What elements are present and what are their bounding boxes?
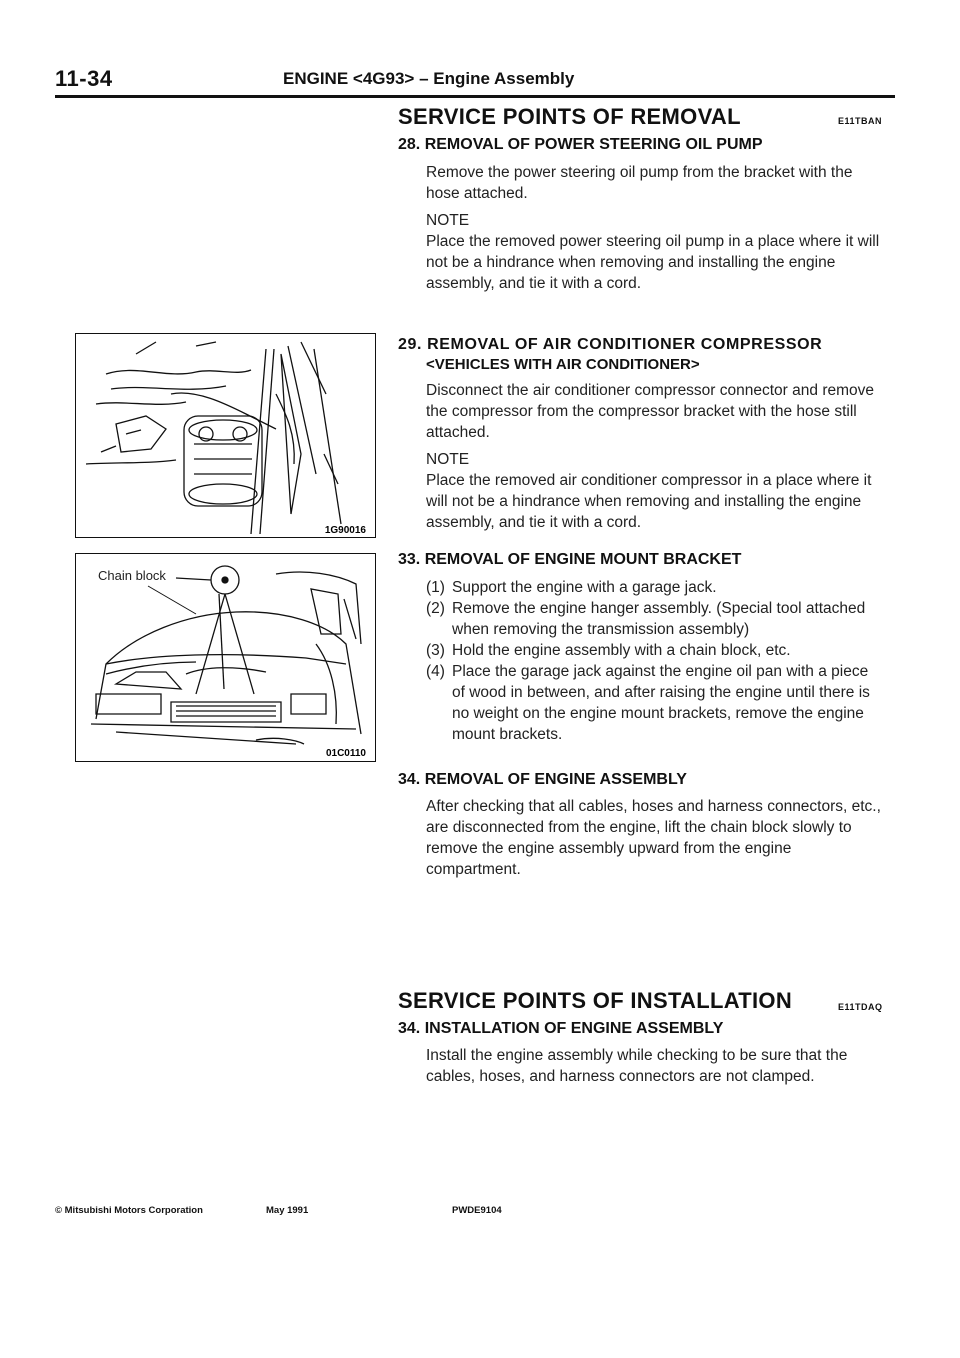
- step-number: (3): [426, 642, 445, 659]
- page-header-title: ENGINE <4G93> – Engine Assembly: [283, 69, 575, 88]
- item-title-33: 33. REMOVAL OF ENGINE MOUNT BRACKET: [398, 551, 742, 568]
- item-text: Remove the power steering oil pump from the bracket with the hose attached.: [426, 164, 853, 202]
- item-text: Disconnect the air conditioner compressor connector and remove the compressor from the compressor bracket with the hose still attached.: [426, 382, 875, 441]
- section-title-removal: SERVICE POINTS OF REMOVAL: [398, 104, 741, 129]
- step-item: [426, 640, 882, 661]
- note-text: Place the removed power steering oil pump in a place where it will not be a hindrance when removing and installing the engine assembly, and tie it with a cord.: [426, 233, 880, 292]
- compressor-illustration: [76, 334, 375, 537]
- figure-compressor: [75, 333, 376, 538]
- item-body-34-removal: [426, 796, 882, 880]
- item-title-34-installation: 34. INSTALLATION OF ENGINE ASSEMBLY: [398, 1020, 724, 1037]
- step-text: Hold the engine assembly with a chain block, etc.: [452, 642, 791, 659]
- footer-date: May 1991: [266, 1205, 309, 1216]
- step-item: [426, 598, 882, 640]
- item-title-29: 29. REMOVAL OF AIR CONDITIONER COMPRESSOR: [398, 336, 823, 353]
- note-label: NOTE: [426, 451, 470, 468]
- section-code-removal: E11TBAN: [838, 116, 883, 126]
- page-number: 11-34: [55, 66, 113, 91]
- section-code-installation: E11TDAQ: [838, 1002, 883, 1012]
- step-text: Support the engine with a garage jack.: [452, 579, 717, 596]
- step-number: (1): [426, 579, 445, 596]
- chain-block-illustration: [76, 554, 375, 761]
- item-text: Install the engine assembly while checking to be sure that the cables, hoses, and harness connectors are not clamped.: [426, 1047, 848, 1085]
- footer-copyright: © Mitsubishi Motors Corporation: [55, 1205, 203, 1216]
- step-item: [426, 577, 882, 598]
- item-title-28: 28. REMOVAL OF POWER STEERING OIL PUMP: [398, 136, 763, 153]
- figure-chain-block: [75, 553, 376, 762]
- header-rule: [55, 95, 895, 98]
- step-list-33: [426, 577, 882, 745]
- footer-doc-code: PWDE9104: [452, 1205, 502, 1216]
- figure-callout-label: Chain block: [98, 568, 166, 583]
- figure-code-2: 01C0110: [325, 748, 366, 759]
- step-text: Place the garage jack against the engine oil pan with a piece of wood in between, and after raising the engine until there is no weight on the engine mount brackets, remove the engine mount brackets.: [452, 663, 870, 743]
- step-number: (4): [426, 663, 445, 680]
- item-text: After checking that all cables, hoses and harness connectors, etc., are disconnected from the engine, lift the chain block slowly to remove the engine assembly upward from the engine compartment.: [426, 798, 881, 878]
- item-body-29: [426, 380, 882, 533]
- step-number: (2): [426, 600, 445, 617]
- step-text: Remove the engine hanger assembly. (Special tool attached when removing the transmission assembly): [452, 600, 866, 638]
- item-body-34-installation: [426, 1045, 882, 1087]
- figure-code-1: 1G90016: [324, 525, 366, 536]
- step-item: [426, 661, 882, 745]
- note-label: NOTE: [426, 212, 470, 229]
- section-title-installation: SERVICE POINTS OF INSTALLATION: [398, 988, 793, 1013]
- note-text: Place the removed air conditioner compressor in a place where it will not be a hindrance when removing and installing the engine assembly, and tie it with a cord.: [426, 472, 872, 531]
- item-subtitle-29: <VEHICLES WITH AIR CONDITIONER>: [426, 356, 700, 373]
- item-title-34-removal: 34. REMOVAL OF ENGINE ASSEMBLY: [398, 771, 687, 788]
- item-body-28: [426, 162, 882, 294]
